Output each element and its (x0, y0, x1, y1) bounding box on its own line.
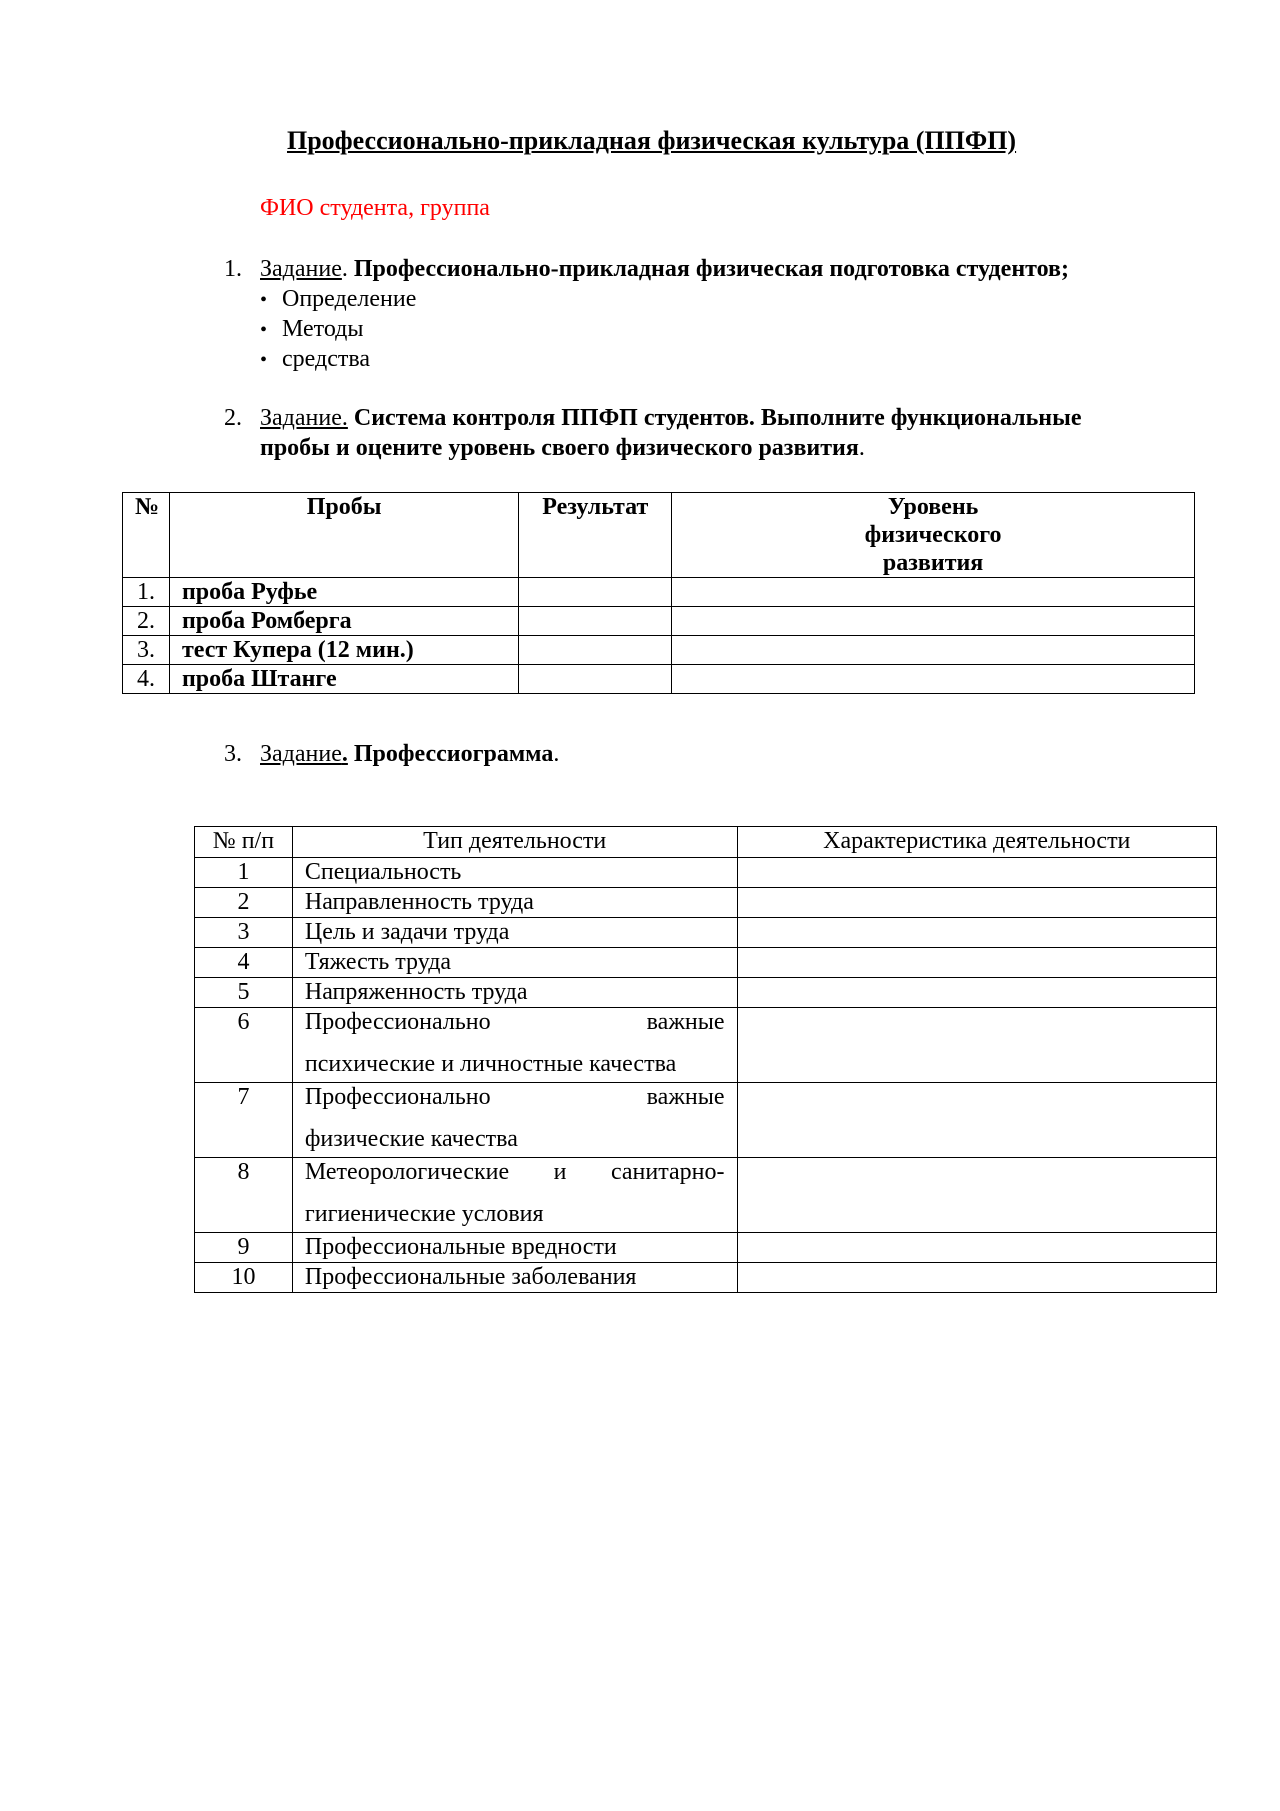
prof-header-char: Характеристика деятельности (737, 827, 1216, 858)
task1-number: 1. (224, 256, 242, 282)
table-row (195, 1158, 1217, 1233)
tests-header-name: Пробы (169, 493, 518, 578)
activity-characteristic-cell[interactable] (737, 948, 1216, 978)
tests-header-result: Результат (519, 493, 672, 578)
tests-header-num: № (123, 493, 170, 578)
task2-text-2: пробы и оцените уровень своего физического развития (260, 435, 859, 461)
task1-sep: . (341, 256, 348, 282)
test-level-cell[interactable] (672, 607, 1195, 636)
activity-characteristic-cell[interactable] (737, 1083, 1216, 1158)
activity-type: Тяжесть труда (292, 948, 737, 978)
row-number: 10 (195, 1263, 293, 1293)
activity-type: Цель и задачи труда (292, 918, 737, 948)
tests-header-row (123, 493, 1195, 578)
test-name: тест Купера (12 мин.) (169, 636, 518, 665)
test-name: проба Ромберга (169, 607, 518, 636)
task3-line: Задание. Профессиограмма. (260, 741, 560, 767)
table-row (195, 1008, 1217, 1083)
test-level-cell[interactable] (672, 665, 1195, 694)
activity-type: Профессиональные вредности (292, 1233, 737, 1263)
activity-characteristic-cell[interactable] (737, 858, 1216, 888)
table-row (195, 1233, 1217, 1263)
row-number: 4 (195, 948, 293, 978)
row-number: 3. (123, 636, 170, 665)
prof-header-row (195, 827, 1217, 858)
row-number: 2 (195, 888, 293, 918)
test-name: проба Штанге (169, 665, 518, 694)
document-title: Профессионально-прикладная физическая культура (ППФП) (287, 126, 1017, 155)
test-name: проба Руфье (169, 578, 518, 607)
task3-number: 3. (224, 741, 242, 767)
test-result-cell[interactable] (519, 636, 672, 665)
task1-bullet-1: • Определение (260, 286, 417, 312)
table-row (195, 978, 1217, 1008)
activity-type: Специальность (292, 858, 737, 888)
table-row (195, 1263, 1217, 1293)
test-result-cell[interactable] (519, 607, 672, 636)
activity-type: Направленность труда (292, 888, 737, 918)
row-number: 6 (195, 1008, 293, 1083)
activity-type: Напряженность труда (292, 978, 737, 1008)
student-name-placeholder: ФИО студента, группа (260, 195, 490, 221)
task3-label: Задание (260, 741, 342, 767)
table-row (123, 578, 1195, 607)
activity-characteristic-cell[interactable] (737, 1008, 1216, 1083)
row-number: 5 (195, 978, 293, 1008)
activity-type: Метеорологические и санитарно- гигиенические условия (292, 1158, 737, 1233)
table-row (195, 918, 1217, 948)
task3-text: Профессиограмма (353, 741, 554, 767)
task2-text-1: Система контроля ППФП студентов. Выполните функциональные (353, 405, 1082, 431)
test-level-cell[interactable] (672, 578, 1195, 607)
task1-text: Профессионально-прикладная физическая подготовка студентов; (353, 256, 1069, 282)
activity-characteristic-cell[interactable] (737, 978, 1216, 1008)
row-number: 2. (123, 607, 170, 636)
test-result-cell[interactable] (519, 578, 672, 607)
professiogram-table (194, 826, 1217, 1293)
prof-header-type: Тип деятельности (292, 827, 737, 858)
table-row (123, 636, 1195, 665)
activity-characteristic-cell[interactable] (737, 1233, 1216, 1263)
activity-type: Профессиональные заболевания (292, 1263, 737, 1293)
row-number: 4. (123, 665, 170, 694)
table-row (195, 858, 1217, 888)
test-result-cell[interactable] (519, 665, 672, 694)
task1-label: Задание (260, 256, 342, 282)
activity-characteristic-cell[interactable] (737, 918, 1216, 948)
prof-header-num: № п/п (195, 827, 293, 858)
table-row (195, 948, 1217, 978)
table-row (123, 607, 1195, 636)
row-number: 1. (123, 578, 170, 607)
task2-line-1 (260, 403, 1081, 433)
activity-characteristic-cell[interactable] (737, 1263, 1216, 1293)
tests-header-level: Уровень физического развития (672, 493, 1195, 578)
task1-bullet-3: • средства (260, 346, 371, 372)
row-number: 8 (195, 1158, 293, 1233)
task1-line (260, 254, 1069, 284)
activity-type: Профессионально важные психические и личностные качества (292, 1008, 737, 1083)
row-number: 3 (195, 918, 293, 948)
test-level-cell[interactable] (672, 636, 1195, 665)
tests-table (122, 492, 1195, 694)
task1-bullet-2: • Методы (260, 316, 364, 342)
row-number: 1 (195, 858, 293, 888)
table-row (123, 665, 1195, 694)
activity-characteristic-cell[interactable] (737, 1158, 1216, 1233)
row-number: 7 (195, 1083, 293, 1158)
activity-type: Профессионально важные физические качества (292, 1083, 737, 1158)
table-row (195, 1083, 1217, 1158)
table-row (195, 888, 1217, 918)
task2-label: Задание. (260, 405, 348, 431)
row-number: 9 (195, 1233, 293, 1263)
activity-characteristic-cell[interactable] (737, 888, 1216, 918)
task2-number: 2. (224, 405, 242, 431)
task2-line-2: пробы и оцените уровень своего физического развития. (260, 435, 865, 461)
